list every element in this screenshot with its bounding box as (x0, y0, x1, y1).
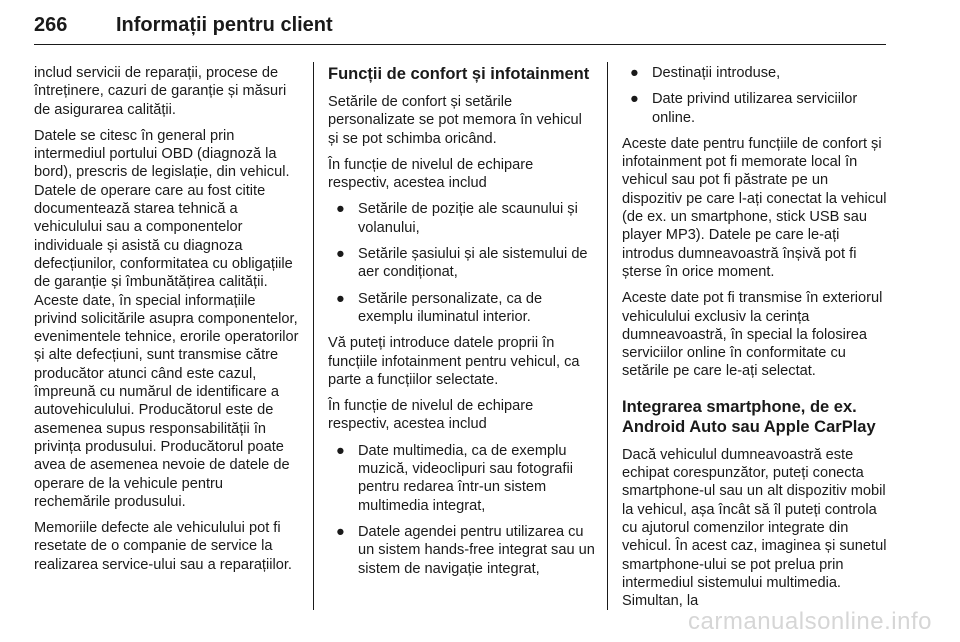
bullet-icon: ● (336, 290, 345, 307)
bullet-icon: ● (630, 91, 639, 108)
list-item: ● Datele agendei pentru utilizarea cu un sistem hands-free integrat sau un sistem de navigație integrat, (336, 523, 595, 577)
column-right (622, 64, 888, 618)
column-left (34, 64, 300, 582)
paragraph: Dacă vehiculul dumneavoastră este echipat corespunzător, puteți conecta smartphone-ul sau un alt dispozitiv mobil la vehicul, așa încât să îl puteți controla cu ajutorul comenzilor integrate din vehicul. În acest caz, imaginea și sunetul smartphone-ului se pot prelua prin intermediul sistemului multimedia. Simultan, la (622, 446, 887, 610)
bullet-icon: ● (336, 442, 345, 459)
list-item: ● Date multimedia, ca de exemplu muzică, videoclipuri sau fotografii pentru redarea într-un sistem multimedia integrat, (336, 442, 573, 514)
bullet-list (622, 64, 888, 127)
paragraph: Aceste date pentru funcțiile de confort și infotainment pot fi memorate local în vehicul sau pot fi păstrate pe un dispozitiv pe care l-ați conectat la vehicul (de ex. un smartphone, stick USB sau player MP3). Datele pe care le-ați introdus dumneavoastră înșivă pot fi șterse în orice moment. (622, 135, 887, 280)
paragraph: Vă puteți introduce datele proprii în funcțiile infotainment pentru vehicul, ca parte a funcțiilor selectate. (328, 335, 580, 388)
bullet-icon: ● (630, 65, 639, 81)
bullet-list (328, 200, 596, 326)
list-item: ● Destinații introduse, (630, 65, 781, 81)
column-divider (313, 62, 314, 610)
column-middle (328, 64, 596, 586)
paragraph: Setările de confort și setările personalizate se pot memora în vehicul și se pot schimba oricând. (328, 94, 582, 147)
bullet-icon: ● (336, 523, 345, 540)
paragraph: Aceste date pot fi transmise în exteriorul vehiculului exclusiv la cerința dumneavoastră, în special la folosirea serviciilor online în conformitate cu setările pe care le-ați selectat. (622, 290, 883, 380)
paragraph: Memoriile defecte ale vehiculului pot fi resetate de o companie de service la realizarea service-ului sau a reparațiilor. (34, 520, 292, 573)
bullet-icon: ● (336, 246, 345, 263)
paragraph: În funcție de nivelul de echipare respectiv, acestea includ (328, 156, 534, 192)
watermark-text: carmanualsonline.info (688, 608, 932, 635)
list-item: ● Setările șasiului și ale sistemului de aer condiționat, (336, 246, 588, 281)
paragraph: Datele se citesc în general prin intermediul portului OBD (diagnoză la bord), prescris de legislație, din vehicul. Datele de operare care au fost citite documentează starea tehnică a vehiculului sau a componentelor individuale și asistă cu diagnoza defecțiunilor, conformitatea cu obligațiile de garanție și îmbunătățirea calității. Aceste date, în special informațiile privind solicitările asupra componentelor, evenimentele tehnice, erorile operatorilor și alte defecțiuni, sunt transmise către producător atunci când este cazul, împreună cu numărul de identificare a autovehiculului. Producătorul este de asemenea supus responsabilității în privința produsului. Producătorul poate avea de asemenea nevoie de datele de operare de la vehicule pentru rechemările produsului. (34, 127, 299, 510)
paragraph: În funcție de nivelul de echipare respectiv, acestea includ (328, 398, 534, 433)
paragraph: includ servicii de reparații, procese de întreținere, cazuri de garanție și măsuri de asigurarea calității. (34, 65, 287, 118)
column-divider (607, 62, 608, 610)
section-heading: Funcții de confort și infotainment (328, 65, 590, 83)
page-header (34, 10, 886, 45)
list-item: ● Setările personalizate, ca de exemplu iluminatul interior. (336, 290, 543, 325)
list-item: ● Setările de poziție ale scaunului și volanului, (336, 201, 578, 236)
page-title: Informații pentru client (116, 14, 333, 36)
bullet-icon: ● (336, 201, 345, 218)
bullet-list (328, 442, 596, 578)
page-number: 266 (34, 14, 68, 36)
section-heading: Integrarea smartphone, de ex. Android Auto sau Apple CarPlay (622, 397, 876, 436)
list-item: ● Date privind utilizarea serviciilor online. (630, 91, 858, 126)
